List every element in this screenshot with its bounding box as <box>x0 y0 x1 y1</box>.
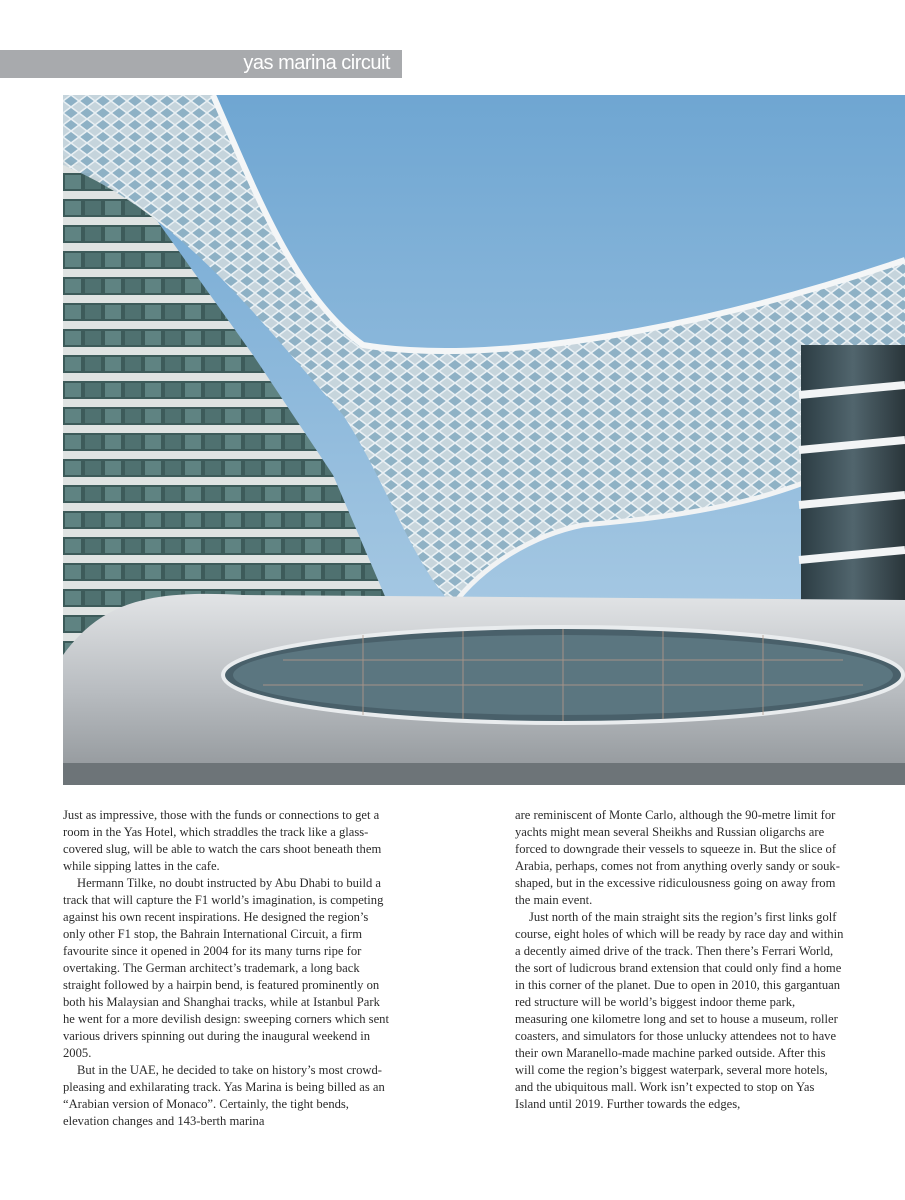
section-title: yas marina circuit <box>243 52 390 74</box>
paragraph: But in the UAE, he decided to take on history’s most crowd-pleasing and exhilarating track. Yas Marina is being billed as an “Arabian version of Monaco”. Certainly, the tight bends, elevation changes and 143-berth marina <box>63 1063 385 1128</box>
article-left-column <box>63 807 393 1130</box>
paragraph: Just as impressive, those with the funds or connections to get a room in the Yas Hotel, which straddles the track like a glass-covered slug, will be able to watch the cars shoot beneath them while sipping lattes in the cafe. <box>63 808 382 873</box>
paragraph: Hermann Tilke, no doubt instructed by Abu Dhabi to build a track that will capture the F1 world’s imagination, is competing against his own recent inspirations. He designed the region’s only other F1 stop, the Bahrain International Circuit, a firm favourite since it opened in 2004 for its many turns ripe for overtaking. The German architect’s trademark, a long back straight followed by a hairpin bend, is featured prominently on both his Malaysian and Shanghai tracks, while at Istanbul Park he went for a more devilish design: sweeping corners which sent various drivers spinning out during the inaugural weekend in 2005. <box>63 876 389 1060</box>
section-header-bar <box>0 50 402 78</box>
paragraph: Just north of the main straight sits the region’s first links golf course, eight holes of which will be ready by race day and within a decently aimed drive of the track. Then there’s Ferrari World, the sort of ludicrous brand extension that could only find a home in this corner of the planet. Due to open in 2010, this gargantuan red structure will be world’s biggest indoor theme park, measuring one kilometre long and set to house a museum, roller coasters, and simulators for those unlucky attendees not to have their own Maranello-made machine parked outside. After this will come the region’s biggest waterpark, several more hotels, and the ubiquitous mall. Work isn’t expected to stop on Yas Island until 2019. Further towards the edges, <box>515 910 844 1111</box>
paragraph: are reminiscent of Monte Carlo, although the 90-metre limit for yachts might mean several Sheikhs and Russian oligarchs are forced to downgrade their vessels to squeeze in. But the slice of Arabia, perhaps, comes not from anything overly sandy or souk-shaped, but in the excessive ridiculousness going on away from the main event. <box>515 808 840 907</box>
article-right-column <box>515 807 845 1113</box>
yas-hotel-photo <box>63 95 905 785</box>
